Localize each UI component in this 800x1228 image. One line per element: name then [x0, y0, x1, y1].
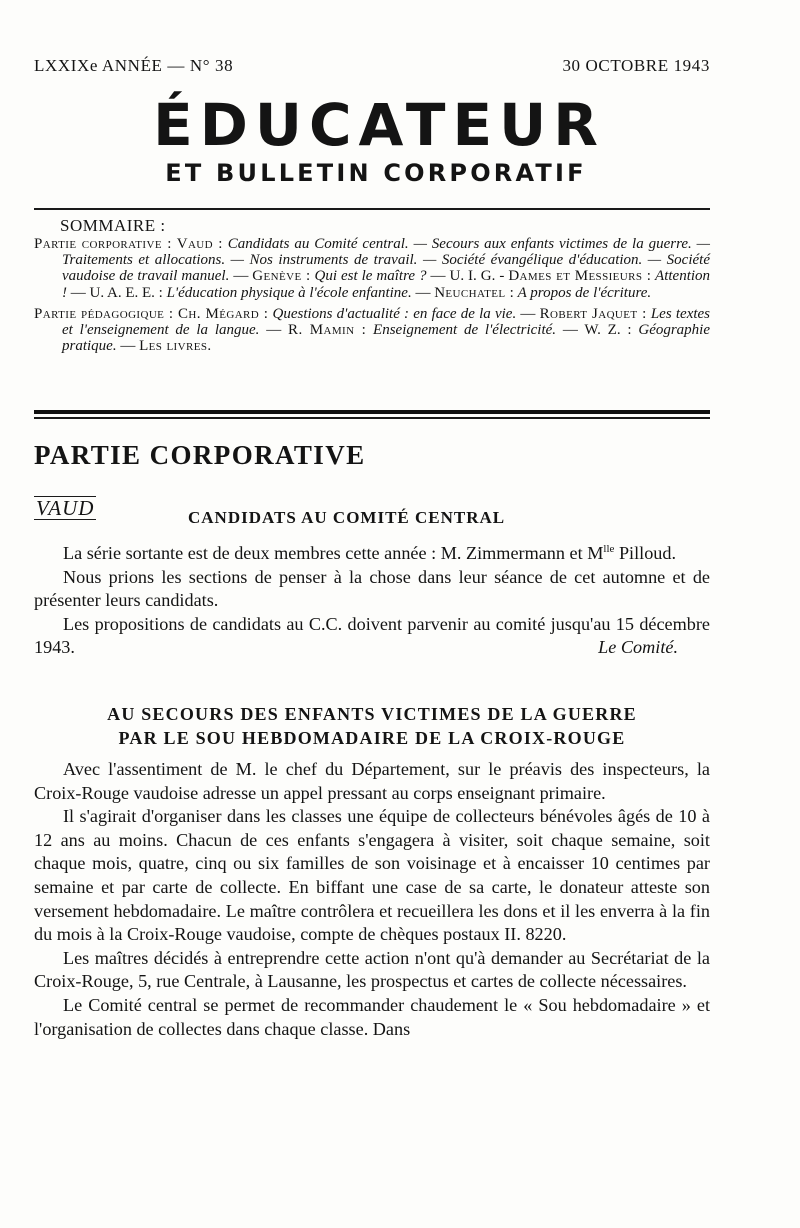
toc-item: — U. A. E. E. : — [67, 284, 167, 301]
paragraph — [34, 613, 710, 660]
article-body — [34, 538, 710, 660]
article-title-line: PAR LE SOU HEBDOMADAIRE DE LA CROIX-ROUGE — [118, 728, 626, 748]
toc-item: Enseignement de l'électricité. — [366, 322, 557, 339]
toc-pedagogique — [34, 306, 710, 355]
toc-corporative — [34, 236, 710, 301]
toc-item: Attention ! — [62, 268, 711, 301]
toc-author: R. Mamin : — [288, 322, 367, 339]
toc-item: L'éducation physique à l'école enfantine. — [166, 284, 412, 301]
region-label: VAUD — [36, 496, 95, 520]
toc-item: Les textes et l'enseignement de la langue. — [62, 305, 711, 339]
paragraph: Nous prions les sections de penser à la chose dans leur séance de cet automne et de présenter leurs candidats. — [34, 566, 710, 611]
issue-number: — N° 38 — [167, 56, 234, 75]
toc-author: Robert Jaquet : — [539, 305, 647, 322]
article-title — [34, 702, 710, 750]
journal-subtitle: ET BULLETIN CORPORATIF — [165, 159, 587, 187]
masthead — [34, 92, 710, 188]
toc-item: Géographie pratique. — [62, 322, 711, 355]
section-rule-bottom — [34, 417, 710, 419]
section-title: PARTIE CORPORATIVE — [34, 440, 366, 470]
toc-item: — W. Z. : — [556, 322, 639, 339]
superscript: lle — [603, 543, 615, 555]
paragraph: Il s'agirait d'organiser dans les classes une équipe de collecteurs bénévoles âgés de 10 à 12 ans au moins. Chacun de ces enfants s'engagera à visiter, soit chaque semaine, soit chaque mois, quatre, cinq ou six familles de son voisinage et à encaisser 10 centimes par semaine et par carte de collecte. En biffant une case de sa carte, le donateur atteste son versement hebdomadaire. Le maître contrôlera et recueillera les dons et il les enverra à la fin du mois à la Croix-Rouge vaudoise, compte de chèques postaux II. 8220. — [34, 806, 710, 945]
journal-title: ÉDUCATEUR — [153, 91, 605, 159]
article-title-line: AU SECOURS DES ENFANTS VICTIMES DE LA GUERRE — [107, 704, 637, 724]
toc-author: Ch. Mégard : — [173, 305, 269, 322]
paragraph — [34, 538, 710, 566]
toc-sep: — — [411, 284, 435, 301]
toc-item: Les livres. — [139, 338, 212, 355]
paragraph: Avec l'assentiment de M. le chef du Département, sur le préavis des inspecteurs, la Croix-Rouge vaudoise adresse un appel pressant au corps enseignant primaire. — [34, 759, 710, 803]
paragraph: Les maîtres décidés à entreprendre cette action n'ont qu'à demander au Secrétariat de la Croix-Rouge, 5, rue Centrale, à Lausanne, les prospectus et cartes de collecte nécessaires. — [34, 947, 710, 992]
toc-part-label: Partie corporative : — [34, 236, 172, 252]
toc-item: Qui est le maître ? — [310, 268, 427, 285]
issue-date: 30 OCTOBRE 1943 — [562, 56, 710, 75]
text: Les propositions de candidats au C.C. doivent parvenir au comité jusqu'au 15 décembre 1943. — [34, 613, 710, 658]
issue-info — [34, 56, 233, 76]
issue-line — [34, 56, 710, 76]
toc-item: — U. I. G. - — [426, 268, 509, 285]
toc-region: Neuchatel : — [434, 284, 515, 301]
toc-sep: — — [116, 338, 140, 355]
text: Pilloud. — [614, 543, 677, 564]
toc-sep: — — [259, 322, 289, 339]
article-body — [34, 758, 710, 1041]
toc-region: Dames et Messieurs : — [508, 268, 652, 285]
section-rule-top — [34, 410, 710, 414]
toc-item: A propos de l'écriture. — [514, 284, 652, 301]
toc-item: Candidats au Comité central. — Secours aux enfants victimes de la guerre. — Traitements et allocations. — Nos instruments de travail. — Société évangélique d'éducation. — Société vaudoise de travail manuel. — [62, 236, 711, 285]
paragraph: Le Comité central se permet de recommander chaudement le « Sou hebdomadaire » et l'organisation de collectes dans chaque classe. Dans — [34, 994, 710, 1039]
toc-title: SOMMAIRE : — [60, 216, 166, 235]
toc-part-label: Partie pédagogique : — [34, 305, 174, 322]
toc-region: Vaud : — [176, 236, 223, 252]
text: La série sortante est de deux membres cette année : M. Zimmermann et M — [63, 543, 604, 564]
toc-sep: — — [516, 305, 540, 322]
masthead-rule — [34, 208, 710, 210]
article-title: CANDIDATS AU COMITÉ CENTRAL — [188, 508, 506, 527]
toc-item: Questions d'actualité : en face de la vie. — [268, 305, 517, 322]
signoff: Le Comité. — [598, 637, 678, 658]
table-of-contents — [34, 216, 710, 354]
issue-year: LXXIXe ANNÉE — [34, 56, 163, 75]
toc-region: Genève : — [252, 268, 311, 285]
toc-sep: — — [233, 268, 253, 285]
